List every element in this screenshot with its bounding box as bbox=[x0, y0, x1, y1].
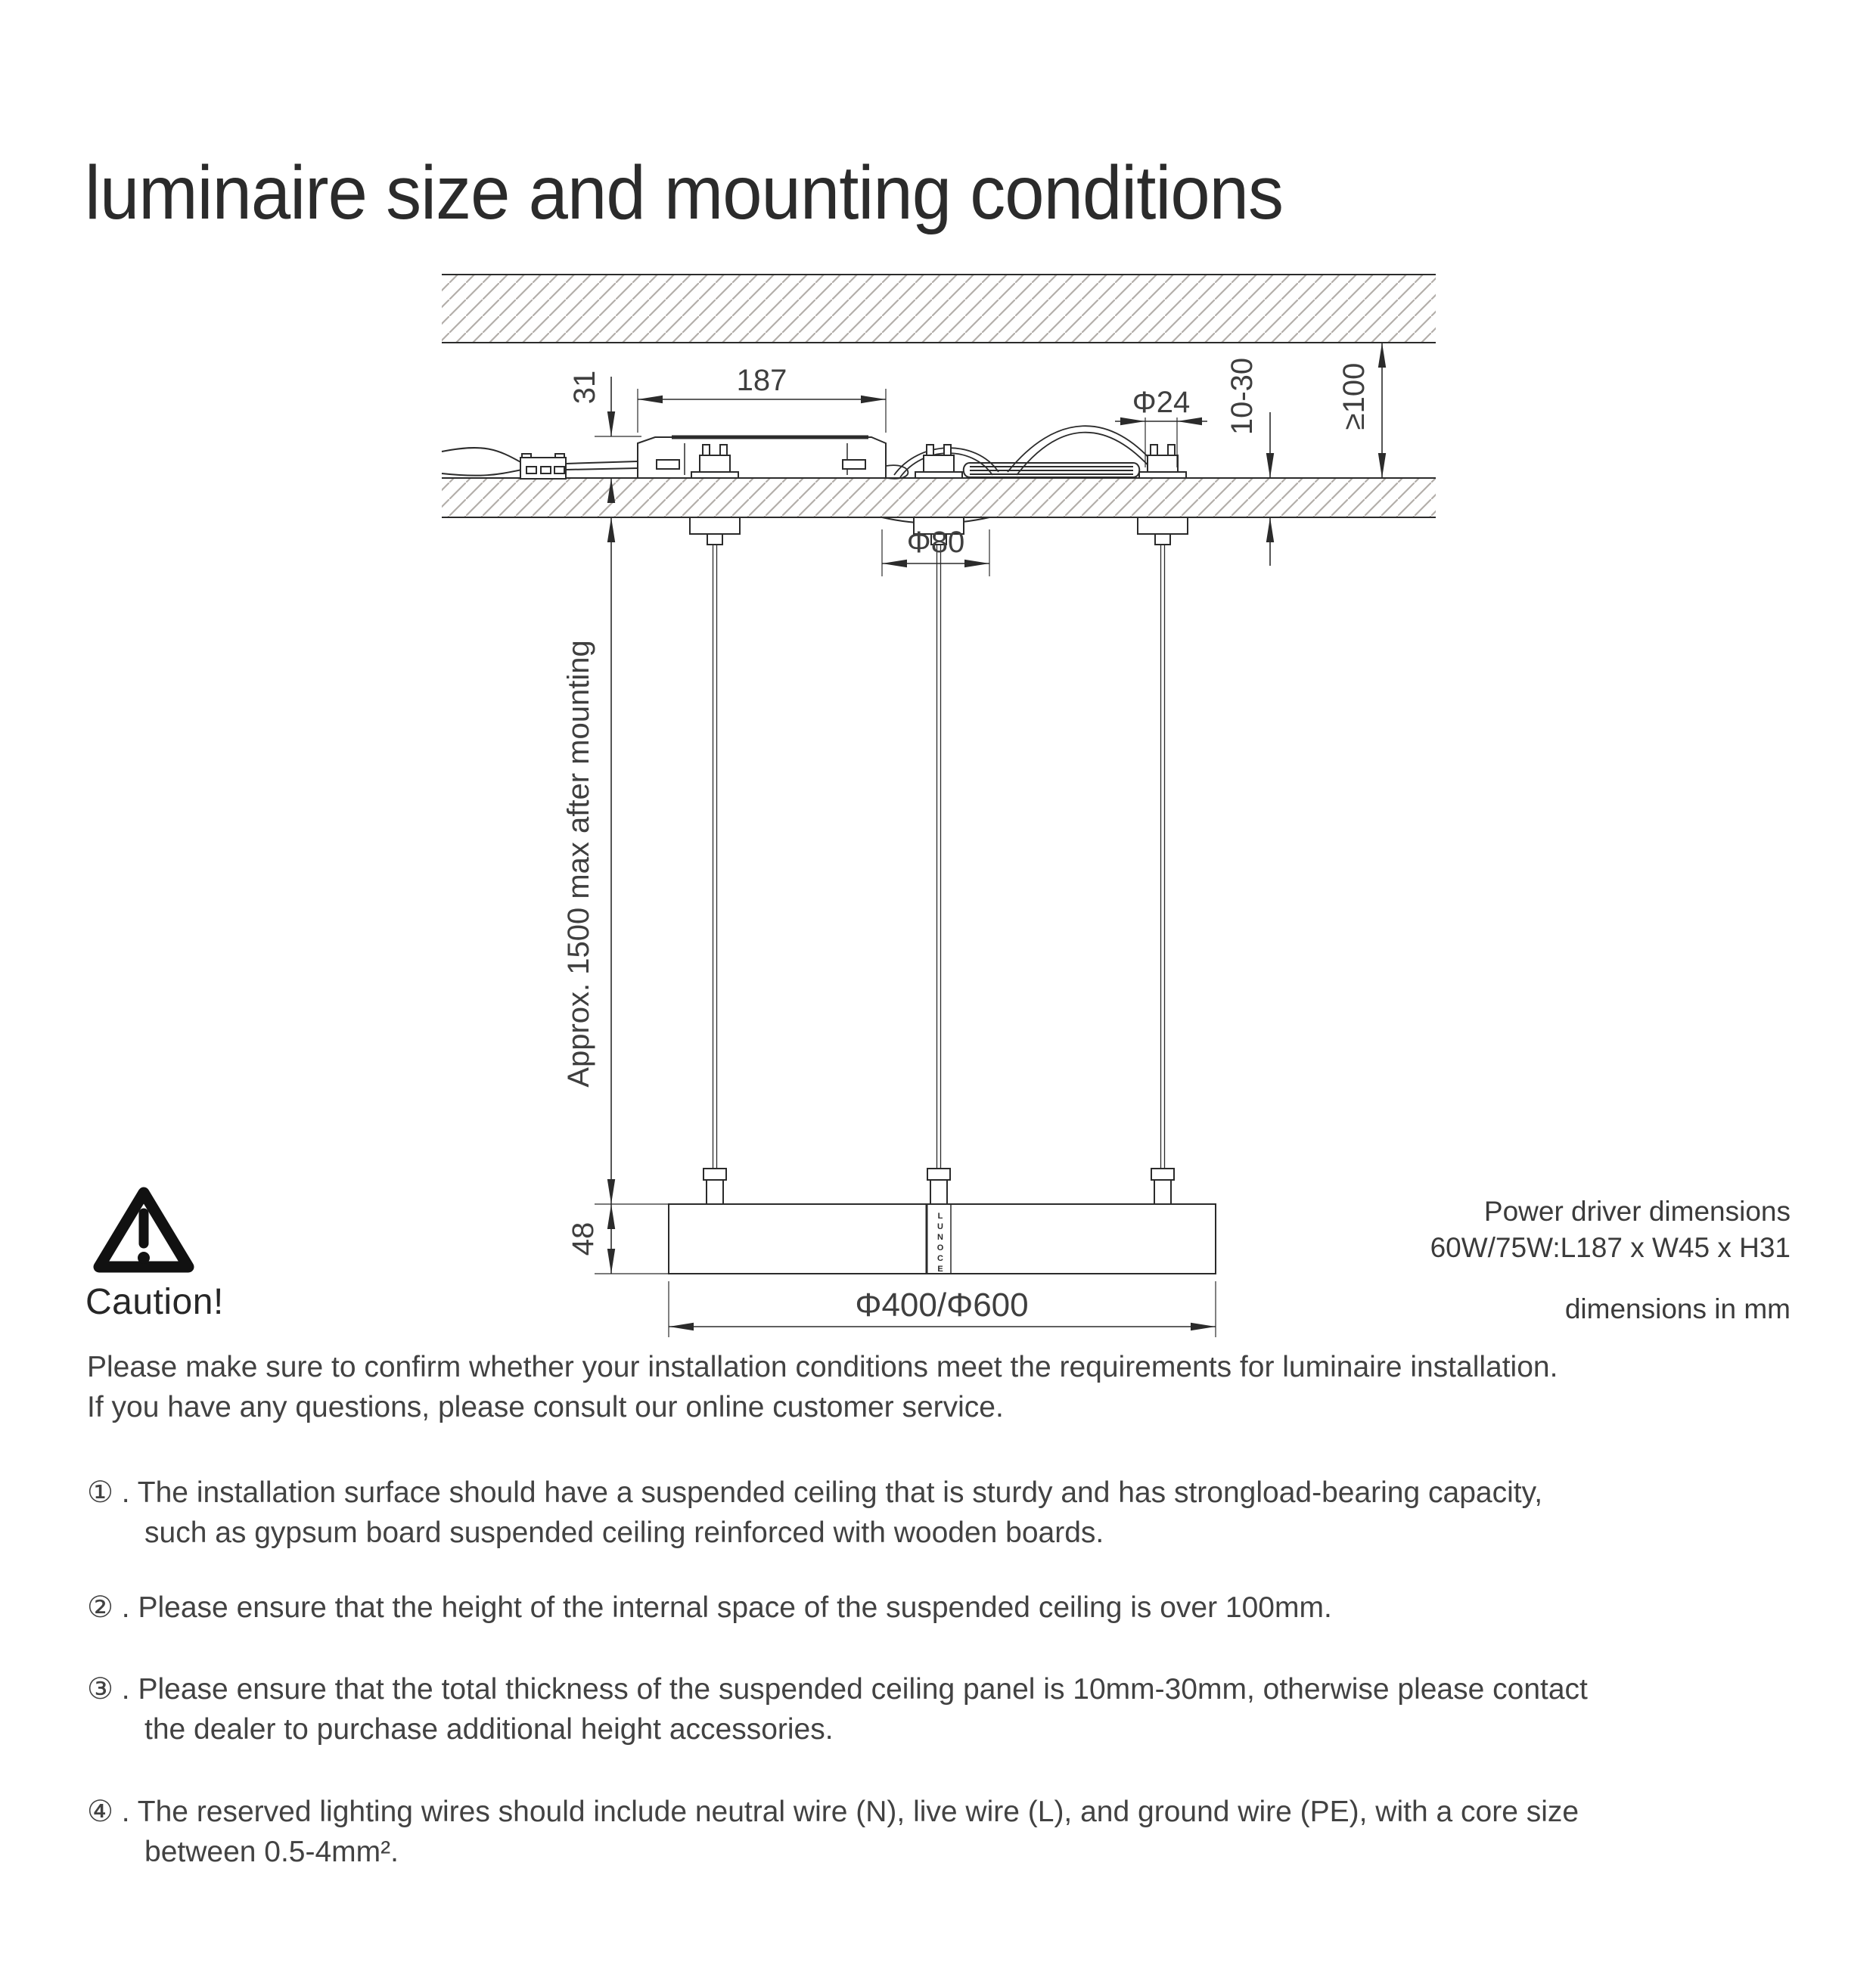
note-number: ④ bbox=[87, 1796, 113, 1828]
dim-label-feed-hole: Φ24 bbox=[1132, 386, 1191, 419]
note-text: The reserved lighting wires should include neutral wire (N), live wire (L), and ground wire (PE), with a core size bbox=[137, 1796, 1579, 1828]
note-text: Please ensure that the total thickness of the suspended ceiling panel is 10mm-30mm, otherwise please contact bbox=[138, 1673, 1588, 1706]
power-driver-note bbox=[1430, 1194, 1791, 1266]
warning-triangle-icon bbox=[99, 1193, 188, 1267]
coiled-cable bbox=[964, 463, 1140, 477]
note-item-2 bbox=[87, 1588, 1819, 1628]
note-item-3 bbox=[87, 1669, 1819, 1749]
intro-line: Please make sure to confirm whether your installation conditions meet the requirements for luminaire installation. bbox=[87, 1351, 1558, 1383]
units-note: dimensions in mm bbox=[1564, 1293, 1791, 1324]
power-driver-note-line2: 60W/75W:L187 x W45 x H31 bbox=[1430, 1232, 1791, 1263]
dim-label-driver-length: 187 bbox=[736, 364, 787, 397]
dim-label-canopy-diameter: Φ80 bbox=[906, 526, 965, 559]
note-number: ① bbox=[87, 1476, 113, 1509]
caution-heading: Caution! bbox=[85, 1282, 224, 1322]
note-number: ② bbox=[87, 1591, 113, 1624]
note-text: Please ensure that the height of the internal space of the suspended ceiling is over 100mm. bbox=[138, 1591, 1332, 1624]
note-number: ③ bbox=[87, 1673, 113, 1706]
note-line bbox=[87, 1473, 1819, 1513]
dim-label-driver-height: 31 bbox=[568, 370, 601, 405]
luminaire-brand-label: LUNOCE bbox=[936, 1212, 945, 1275]
note-separator: . bbox=[113, 1673, 138, 1706]
note-item-1 bbox=[87, 1473, 1819, 1553]
note-line bbox=[87, 1792, 1819, 1832]
dim-label-plenum-height: ≥100 bbox=[1337, 362, 1371, 430]
note-line bbox=[87, 1669, 1819, 1709]
structural-ceiling bbox=[442, 275, 1436, 343]
dim-label-luminaire-height: 48 bbox=[567, 1222, 600, 1256]
note-line: such as gypsum board suspended ceiling reinforced with wooden boards. bbox=[144, 1516, 1104, 1549]
page-title: luminaire size and mounting conditions bbox=[85, 151, 1284, 235]
terminal-connector bbox=[520, 454, 566, 479]
note-separator: . bbox=[113, 1476, 138, 1509]
note-separator: . bbox=[113, 1591, 138, 1624]
dim-label-panel-thickness: 10-30 bbox=[1225, 357, 1259, 436]
power-driver-box bbox=[638, 437, 886, 478]
note-line: the dealer to purchase additional height accessories. bbox=[144, 1713, 834, 1746]
note-line: between 0.5-4mm². bbox=[144, 1836, 399, 1868]
suspension-wires bbox=[713, 545, 1165, 1171]
power-driver-note-line1: Power driver dimensions bbox=[1483, 1196, 1791, 1227]
suspended-ceiling-panel bbox=[442, 478, 1436, 517]
note-line bbox=[87, 1588, 1819, 1628]
dim-label-suspension-drop: Approx. 1500 max after mounting bbox=[562, 640, 595, 1088]
note-separator: . bbox=[113, 1796, 138, 1828]
intro-line: If you have any questions, please consult our online customer service. bbox=[87, 1391, 1004, 1423]
dim-label-luminaire-diameter: Φ400/Φ600 bbox=[855, 1287, 1029, 1324]
intro-paragraph bbox=[87, 1347, 1819, 1427]
note-item-4 bbox=[87, 1792, 1819, 1872]
note-text: The installation surface should have a suspended ceiling that is sturdy and has strongload-bearing capacity, bbox=[137, 1476, 1543, 1509]
